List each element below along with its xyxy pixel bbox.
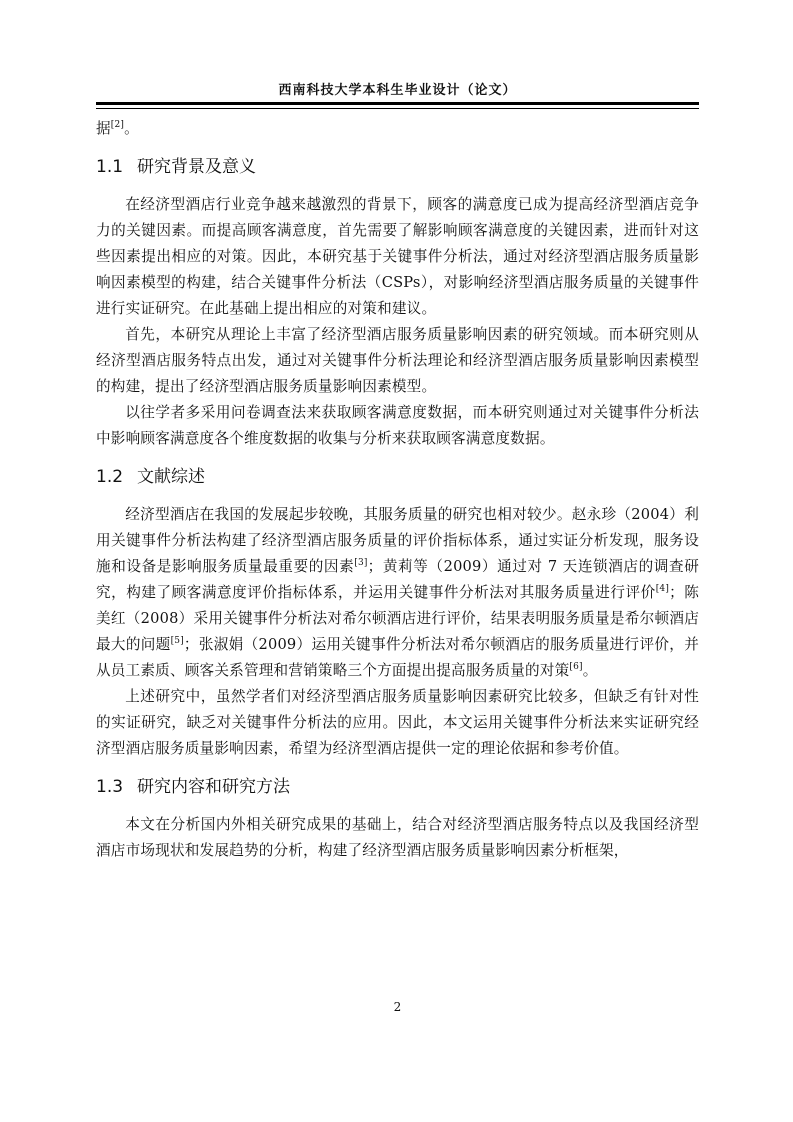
page-number: 2 bbox=[393, 1000, 402, 1014]
intro-tail-text: 据 bbox=[96, 120, 111, 137]
intro-tail-paragraph bbox=[96, 116, 699, 142]
intro-tail-end: 。 bbox=[124, 120, 139, 137]
page-body bbox=[96, 116, 699, 864]
section-title: 文献综述 bbox=[137, 467, 206, 487]
page-header-title: 西南科技大学本科生毕业设计（论文） bbox=[278, 83, 517, 98]
body-paragraph: 以往学者多采用问卷调查法来获取顾客满意度数据，而本研究则通过对关键事件分析法中影响顾客满意度各个维度数据的收集与分析来获取顾客满意度数据。 bbox=[96, 404, 699, 447]
citation-ref: [4] bbox=[655, 584, 670, 595]
section-title: 研究背景及意义 bbox=[137, 157, 257, 177]
body-paragraph: 本文在分析国内外相关研究成果的基础上，结合对经济型酒店服务特点以及我国经济型酒店市场现状和发展趋势的分析，构建了经济型酒店服务质量影响因素分析框架， bbox=[96, 816, 699, 859]
header-rule-thin bbox=[96, 108, 699, 109]
section-number: 1.3 bbox=[96, 777, 124, 797]
citation-ref: [3] bbox=[354, 558, 368, 569]
review-text: ；陈美红（2008）采用关键事件分析法对希尔顿酒店进行评价，结果表明服务质量是希尔顿酒店最大的问题 bbox=[96, 584, 699, 653]
citation-ref: [6] bbox=[569, 662, 583, 673]
body-paragraph: 首先，本研究从理论上丰富了经济型酒店服务质量影响因素的研究领域。而本研究则从经济型酒店服务特点出发，通过对关键事件分析法理论和经济型酒店服务质量影响因素模型的构建，提出了经济型酒店服务质量影响因素模型。 bbox=[96, 326, 699, 395]
review-text: 。 bbox=[582, 662, 598, 679]
review-text: ；张淑娟（2009）运用关键事件分析法对希尔顿酒店的服务质量进行评价，并从员工素质、顾客关系管理和营销策略三个方面提出提高服务质量的对策 bbox=[96, 636, 699, 679]
section-title: 研究内容和研究方法 bbox=[137, 777, 291, 797]
review-text: 经济型酒店在我国的发展起步较晚，其服务质量的研究也相对较少。赵永珍（2004）利用关键事件分析法构建了经济型酒店服务质量的评价指标体系，通过实证分析发现，服务设施和设备是影响服务质量最重要的因素 bbox=[96, 506, 699, 575]
section-number: 1.1 bbox=[96, 157, 124, 177]
section-heading-1-1 bbox=[96, 154, 699, 180]
body-paragraph: 在经济型酒店行业竞争越来越激烈的背景下，顾客的满意度已成为提高经济型酒店竞争力的关键因素。而提高顾客满意度，首先需要了解影响顾客满意度的关键因素，进而针对这些因素提出相应的对策。因此，本研究基于关键事件分析法，通过对经济型酒店服务质量影响因素模型的构建，结合关键事件分析法（CSPs），对影响经济型酒店服务质量的关键事件进行实证研究。在此基础上提出相应的对策和建议。 bbox=[96, 196, 699, 317]
literature-review-paragraph bbox=[96, 502, 699, 684]
header-rule-thick bbox=[96, 102, 699, 105]
section-heading-1-2 bbox=[96, 464, 699, 490]
body-paragraph: 上述研究中，虽然学者们对经济型酒店服务质量影响因素研究比较多，但缺乏有针对性的实证研究，缺乏对关键事件分析法的应用。因此，本文运用关键事件分析法来实证研究经济型酒店服务质量影响因素，希望为经济型酒店提供一定的理论依据和参考价值。 bbox=[96, 688, 699, 757]
section-heading-1-3 bbox=[96, 774, 699, 800]
citation-ref: [5] bbox=[170, 636, 184, 647]
citation-ref: [2] bbox=[110, 120, 125, 131]
review-text: ；黄莉等（2009）通过对 7 天连锁酒店的调查研究，构建了顾客满意度评价指标体系，并运用关键事件分析法对其服务质量进行评价 bbox=[96, 558, 699, 601]
section-number: 1.2 bbox=[96, 467, 124, 487]
